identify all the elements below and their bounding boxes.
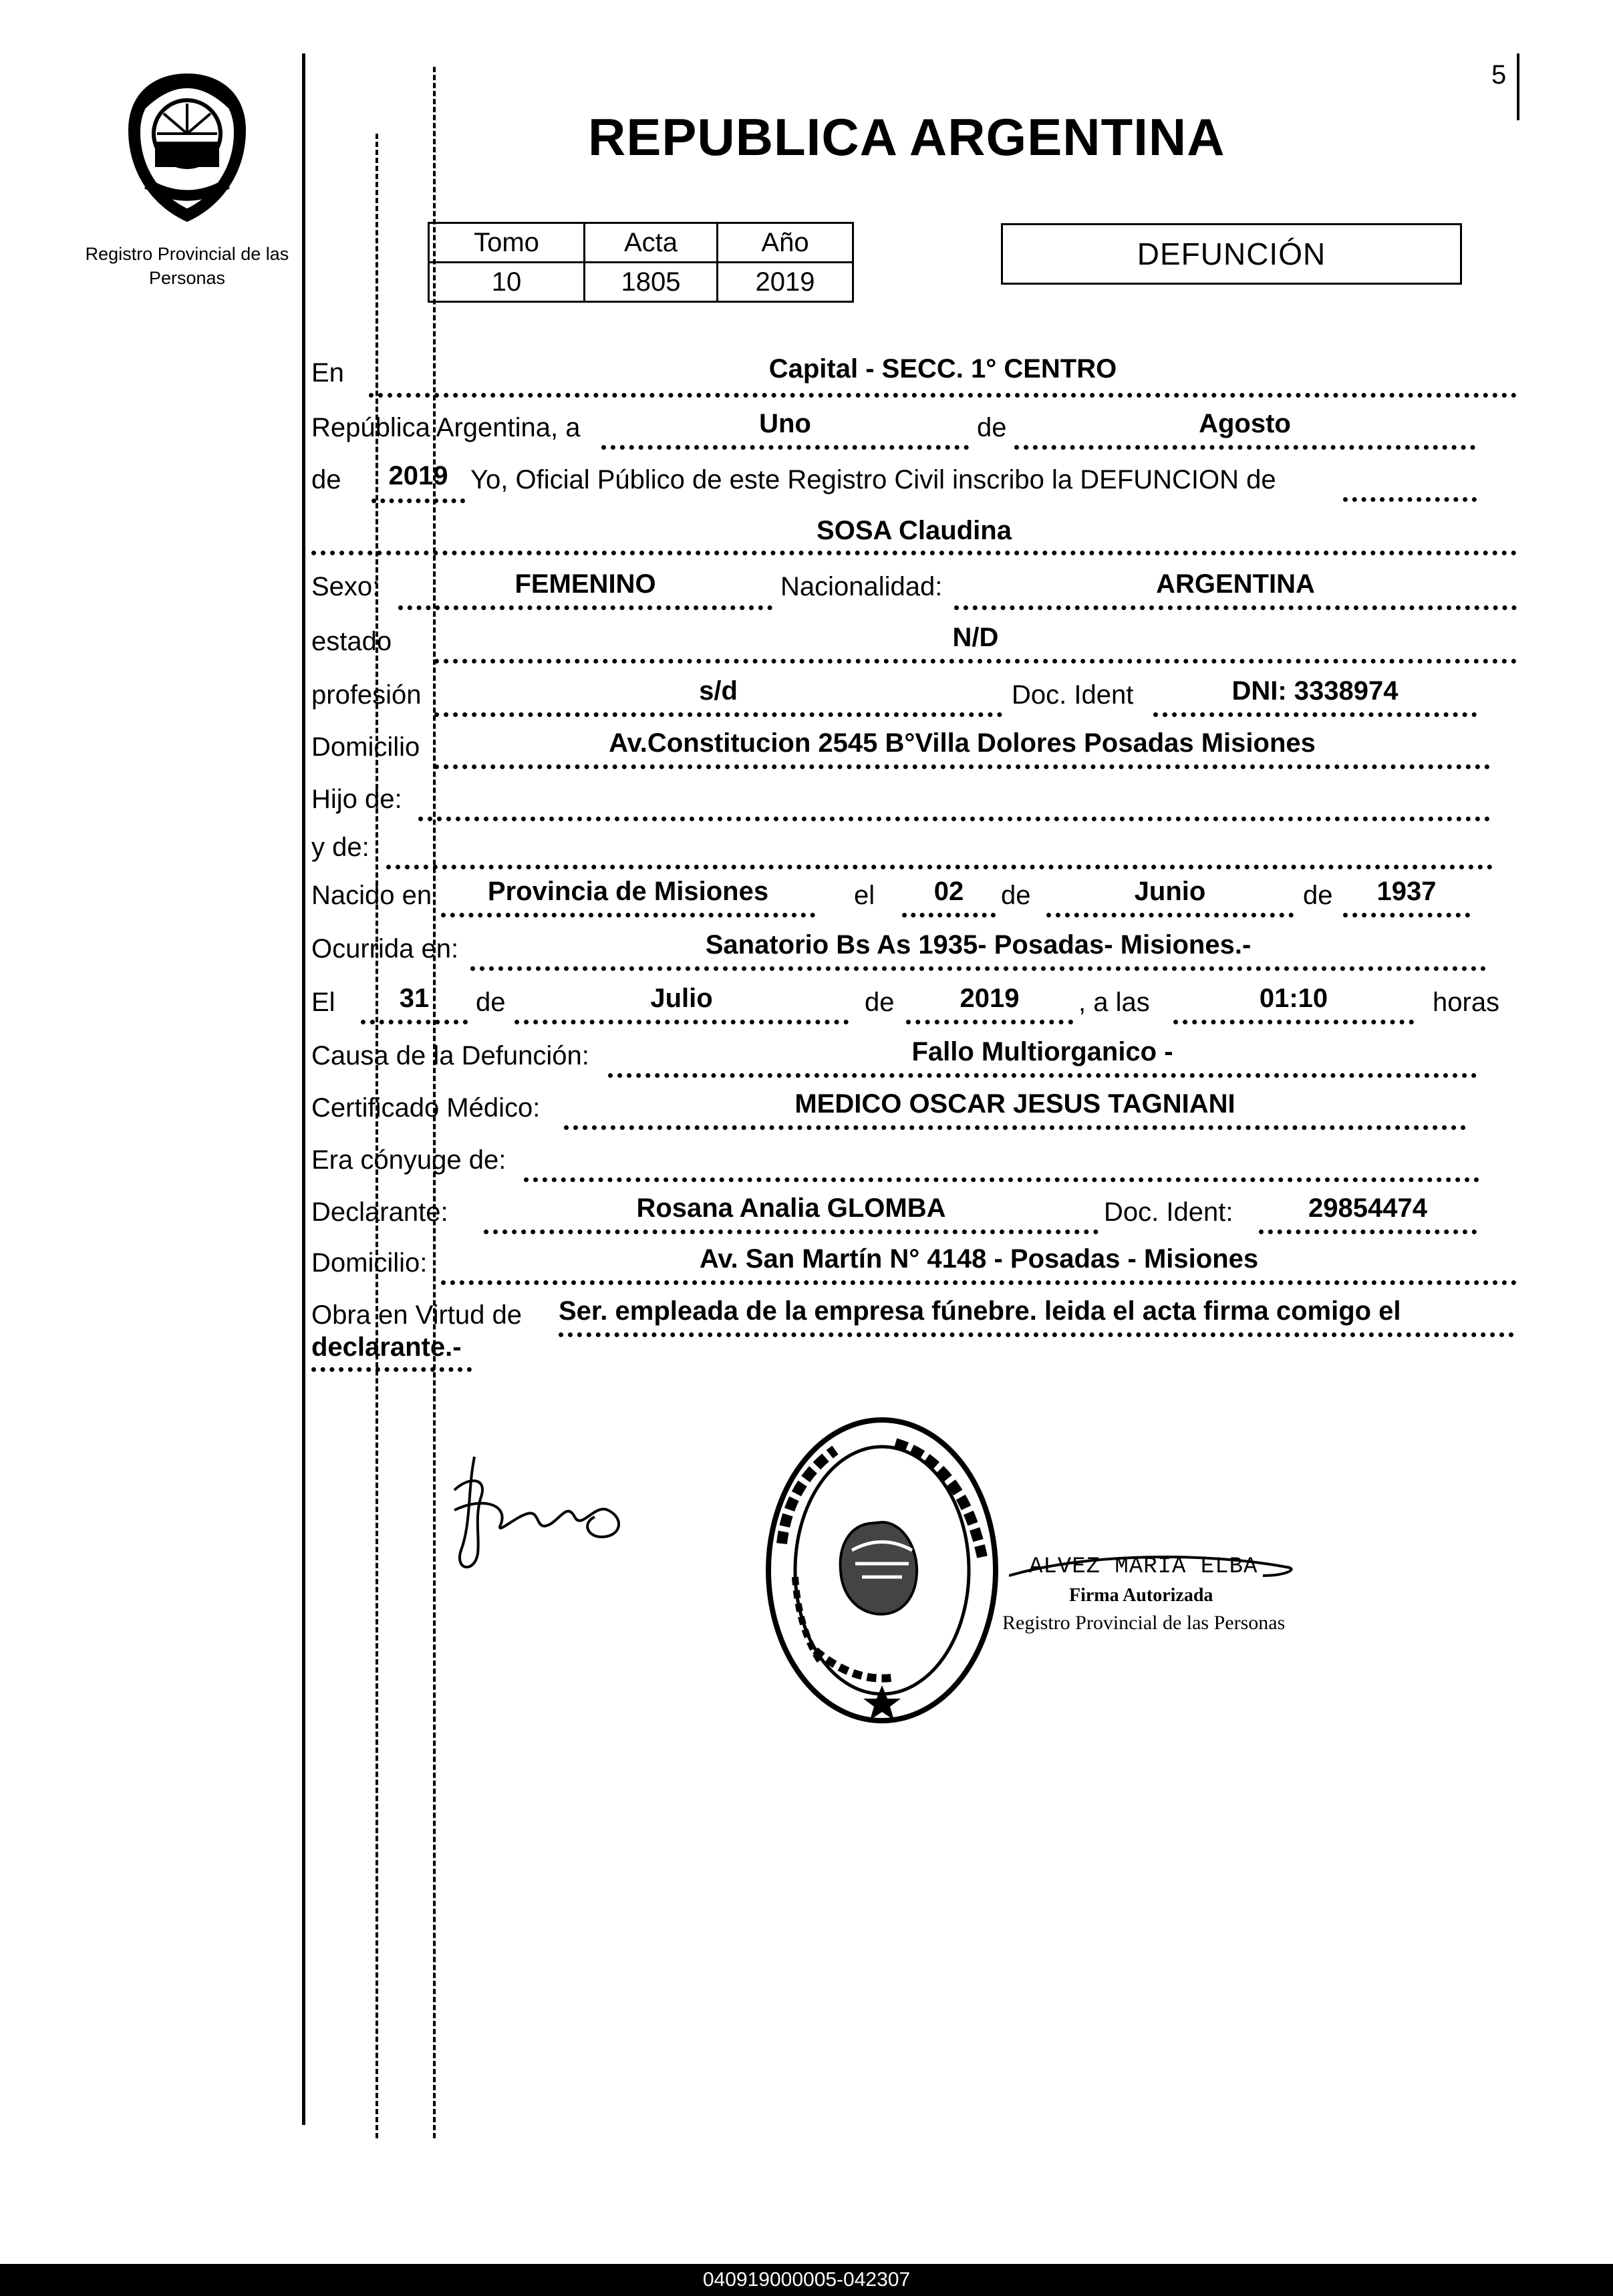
dots-causa [608, 1073, 1477, 1078]
dots-y-de [386, 865, 1493, 869]
dots-domicilio [434, 764, 1490, 769]
dots-sexo [398, 605, 772, 610]
dots-lugar [369, 393, 1517, 398]
register-header-acta: Acta [585, 223, 718, 263]
label-ocurrida-en: Ocurrida en: [311, 934, 459, 964]
label-de-2: de [311, 465, 341, 494]
label-yo: Yo, Oficial Público de este Registro Civil inscribo la DEFUNCION de [470, 465, 1276, 494]
register-value-row [429, 263, 853, 302]
label-sexo: Sexo: [311, 572, 380, 601]
label-de-6: de [865, 988, 895, 1017]
dots-certificado [564, 1125, 1466, 1130]
dots-nacido-lugar [441, 913, 815, 917]
dots-nombre [311, 551, 1517, 555]
margin-rule [302, 53, 305, 2125]
value-domicilio: Av.Constitucion 2545 B°Villa Dolores Posadas Misiones [609, 728, 1316, 758]
dots-declarante-doc [1259, 1230, 1477, 1234]
dots-fall-anio [906, 1020, 1073, 1024]
value-certificado: MEDICO OSCAR JESUS TAGNIANI [794, 1089, 1235, 1119]
dots-estado [434, 659, 1517, 664]
value-fall-mes: Julio [650, 984, 713, 1013]
page-edge-line [1517, 53, 1519, 120]
value-hora: 01:10 [1259, 984, 1328, 1013]
province-seal-logo [114, 67, 261, 227]
label-y-de: y de: [311, 833, 370, 862]
value-mes: Agosto [1199, 409, 1291, 438]
value-nacido-anio: 1937 [1376, 877, 1437, 906]
value-anio: 2019 [388, 461, 448, 490]
value-nacido-lugar: Provincia de Misiones [487, 877, 769, 906]
value-causa: Fallo Multiorganico - [911, 1037, 1173, 1066]
label-domicilio: Domicilio [311, 732, 420, 762]
value-ocurrida: Sanatorio Bs As 1935- Posadas- Misiones.- [705, 930, 1252, 960]
value-nacionalidad: ARGENTINA [1156, 569, 1315, 599]
dots-conyuge [524, 1177, 1479, 1182]
value-fall-anio: 2019 [960, 984, 1020, 1013]
label-de-4: de [1303, 881, 1333, 910]
dots-declarante [484, 1230, 1098, 1234]
dots-nacido-anio [1343, 913, 1470, 917]
value-estado: N/D [952, 623, 999, 652]
label-domicilio-2: Domicilio: [311, 1248, 428, 1278]
label-declarante-doc: Doc. Ident: [1104, 1197, 1233, 1227]
dots-fall-dia [361, 1020, 468, 1024]
official-stamp [762, 1410, 1002, 1731]
official-org: Registro Provincial de las Personas [1002, 1612, 1286, 1634]
register-table [428, 222, 854, 303]
label-doc-ident: Doc. Ident [1012, 680, 1134, 710]
dots-anio [372, 498, 465, 503]
record-type-box: DEFUNCIÓN [1001, 223, 1462, 285]
label-el-cap: El [311, 988, 335, 1017]
label-hijo-de: Hijo de: [311, 784, 402, 814]
label-a-las: , a las [1078, 988, 1150, 1017]
value-profesion: s/d [699, 676, 738, 706]
dots-obra-1 [559, 1332, 1514, 1337]
dots-obra-2 [311, 1367, 472, 1372]
dots-nacido-mes [1046, 913, 1294, 917]
label-nacido-en: Nacido en [311, 881, 432, 910]
label-horas: horas [1433, 988, 1500, 1017]
register-value-tomo: 10 [429, 263, 585, 302]
page-title: REPUBLICA ARGENTINA [588, 108, 1225, 166]
official-name: ALVEZ MARIA ELBA [1029, 1554, 1258, 1580]
label-conyuge: Era cónyuge de: [311, 1145, 506, 1175]
value-sexo: FEMENINO [515, 569, 656, 599]
register-header-row [429, 223, 853, 263]
label-en: En [311, 358, 344, 388]
dots-dia [601, 445, 969, 450]
dots-hora [1173, 1020, 1414, 1024]
register-header-tomo: Tomo [429, 223, 585, 263]
register-value-anio: 2019 [718, 263, 853, 302]
label-declarante: Declarante: [311, 1197, 448, 1227]
label-obra: Obra en Virtud de [311, 1300, 523, 1330]
dots-ocurrida [470, 966, 1486, 971]
label-nacionalidad: Nacionalidad: [780, 572, 943, 601]
dots-nacido-dia [902, 913, 996, 917]
label-de-5: de [476, 988, 506, 1017]
value-nombre: SOSA Claudina [817, 516, 1012, 545]
value-nacido-mes: Junio [1134, 877, 1206, 906]
label-profesion: profesión [311, 680, 422, 710]
declarant-signature [441, 1437, 641, 1584]
value-declarante-domicilio: Av. San Martín N° 4148 - Posadas - Misiones [699, 1244, 1259, 1274]
label-estado: estado [311, 627, 392, 656]
dots-nacionalidad [954, 605, 1517, 610]
dots-yo [1343, 497, 1477, 502]
dots-fall-mes [515, 1020, 849, 1024]
label-republica: República Argentina, a [311, 413, 581, 442]
organization-name: Registro Provincial de las Personas [85, 244, 289, 288]
value-obra-line1: Ser. empleada de la empresa fúnebre. leida el acta firma comigo el [559, 1296, 1401, 1326]
register-header-anio: Año [718, 223, 853, 263]
dots-mes [1014, 445, 1475, 450]
label-certificado: Certificado Médico: [311, 1093, 541, 1123]
register-value-acta: 1805 [585, 263, 718, 302]
value-declarante: Rosana Analia GLOMBA [636, 1193, 946, 1223]
page-number: 5 [1491, 60, 1507, 90]
dots-profesion [434, 712, 1002, 717]
official-role: Firma Autorizada [1069, 1585, 1213, 1606]
value-fall-dia: 31 [399, 984, 430, 1013]
value-nacido-dia: 02 [933, 877, 964, 906]
value-doc: DNI: 3338974 [1231, 676, 1399, 706]
dots-doc [1153, 712, 1477, 717]
label-causa: Causa de la Defunción: [311, 1041, 589, 1070]
value-dia: Uno [759, 409, 811, 438]
dots-hijo-de [418, 817, 1490, 821]
official-signature-stroke [1009, 1549, 1303, 1589]
dots-declarante-domicilio [441, 1280, 1517, 1285]
value-declarante-doc: 29854474 [1308, 1193, 1427, 1223]
value-lugar: Capital - SECC. 1° CENTRO [768, 354, 1117, 384]
value-obra-line2: declarante.- [311, 1332, 462, 1362]
label-de-1: de [977, 413, 1007, 442]
label-de-3: de [1001, 881, 1031, 910]
label-el: el [854, 881, 875, 910]
footer-code: 040919000005-042307 [0, 2264, 1613, 2296]
